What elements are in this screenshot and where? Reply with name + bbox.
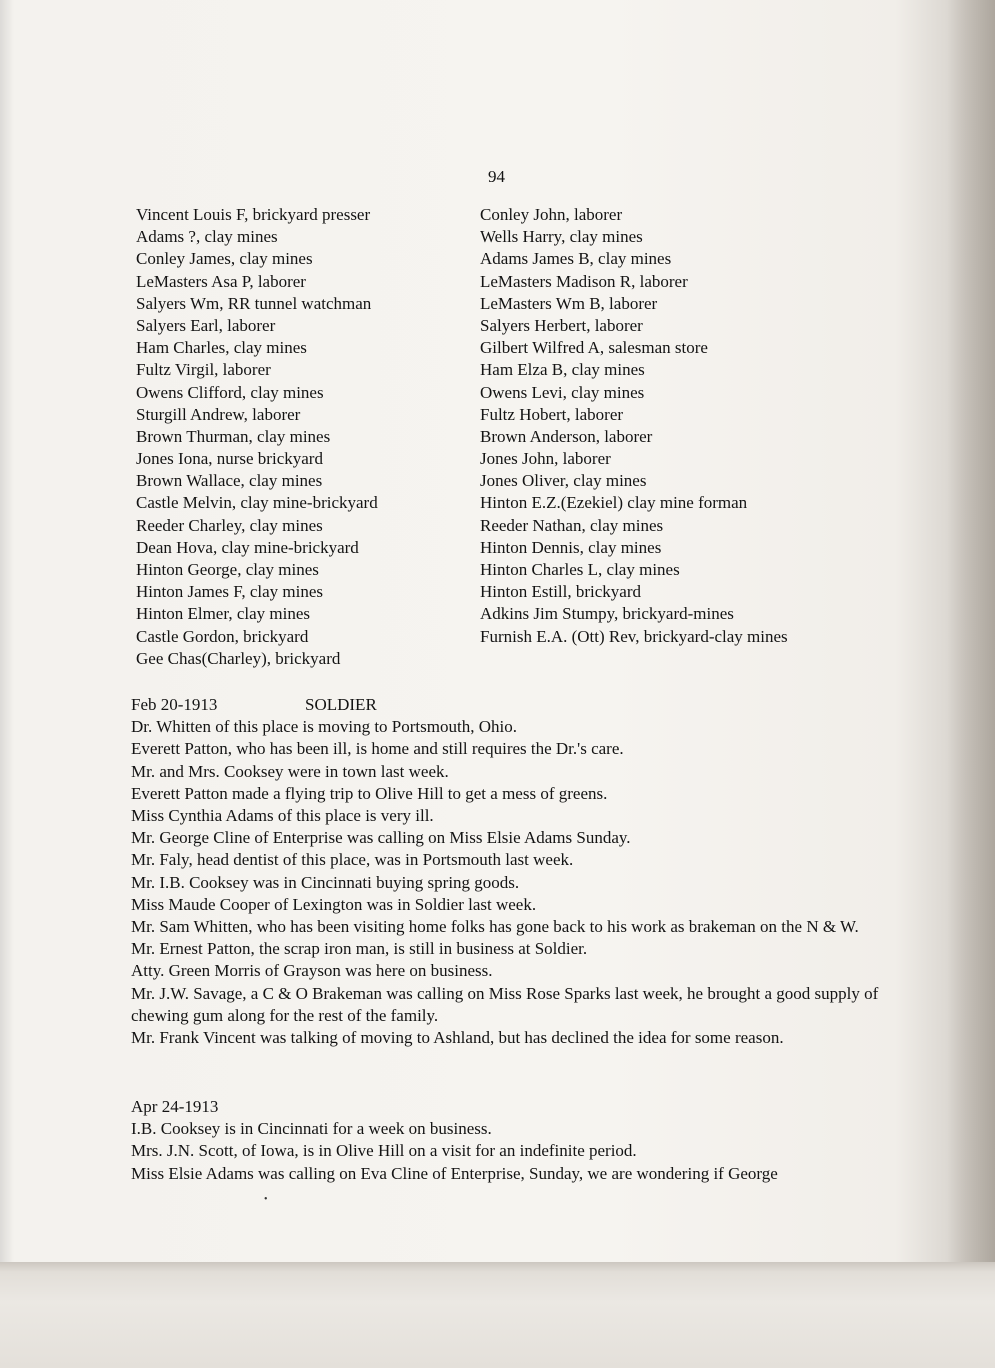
roster-entry: Conley James, clay mines bbox=[136, 249, 313, 269]
roster-entry: Conley John, laborer bbox=[480, 205, 623, 224]
roster-entry: Wells Harry, clay mines bbox=[480, 227, 643, 247]
news-line: Miss Elsie Adams was calling on Eva Cline of Enterprise, Sunday, we are wondering if George bbox=[131, 1163, 778, 1183]
roster-entry: Brown Thurman, clay mines bbox=[136, 426, 331, 446]
roster-entry: Hinton Charles L, clay mines bbox=[480, 560, 680, 579]
roster-entry: Owens Levi, clay mines bbox=[480, 382, 645, 402]
roster-entry: Sturgill Andrew, laborer bbox=[136, 404, 301, 424]
news-entry-apr-1913 bbox=[131, 1096, 891, 1185]
roster-entry: Adkins Jim Stumpy, brickyard-mines bbox=[480, 604, 734, 624]
news-line: Miss Maude Cooper of Lexington was in Soldier last week. bbox=[131, 894, 537, 914]
roster-entry: Reeder Nathan, clay mines bbox=[480, 515, 664, 535]
roster-entry: Salyers Herbert, laborer bbox=[480, 315, 643, 335]
news-line: Mr. and Mrs. Cooksey were in town last week. bbox=[131, 761, 449, 781]
roster-entry: Adams James B, clay mines bbox=[480, 249, 672, 269]
page-edge-shadow bbox=[947, 0, 995, 1262]
roster-entry: LeMasters Asa P, laborer bbox=[136, 271, 306, 291]
news-entry-feb-1913 bbox=[131, 694, 891, 1049]
roster-entry: LeMasters Wm B, laborer bbox=[480, 293, 658, 313]
roster-entry: Fultz Virgil, laborer bbox=[136, 360, 271, 380]
roster-entry: Salyers Wm, RR tunnel watchman bbox=[136, 293, 372, 313]
news-line: Mrs. J.N. Scott, of Iowa, is in Olive Hill on a visit for an indefinite period. bbox=[131, 1141, 637, 1161]
entry-header bbox=[131, 694, 891, 716]
roster-entry: Gee Chas(Charley), brickyard bbox=[136, 648, 341, 668]
roster-entry: Hinton James F, clay mines bbox=[136, 582, 324, 602]
roster-entry: Furnish E.A. (Ott) Rev, brickyard-clay mines bbox=[480, 626, 788, 646]
entry-body bbox=[131, 1118, 891, 1185]
roster-entry: Hinton Estill, brickyard bbox=[480, 582, 642, 602]
news-line: Mr. Faly, head dentist of this place, was in Portsmouth last week. bbox=[131, 850, 574, 870]
news-line: Mr. J.W. Savage, a C & O Brakeman was calling on Miss Rose Sparks last week, he brought a good supply of chewing gum along for the rest of the family. bbox=[131, 983, 879, 1025]
entry-date: Apr 24-1913 bbox=[131, 1097, 219, 1116]
entry-header bbox=[131, 1096, 891, 1118]
roster-entry: Castle Gordon, brickyard bbox=[136, 626, 309, 646]
roster-entry: Ham Charles, clay mines bbox=[136, 338, 307, 358]
news-line: I.B. Cooksey is in Cincinnati for a week on business. bbox=[131, 1119, 492, 1139]
roster-entry: Hinton E.Z.(Ezekiel) clay mine forman bbox=[480, 493, 748, 513]
roster-right-column bbox=[480, 204, 788, 648]
roster-entry: Hinton George, clay mines bbox=[136, 560, 319, 579]
news-line: Atty. Green Morris of Grayson was here on business. bbox=[131, 961, 493, 981]
page-bottom-margin bbox=[0, 1262, 995, 1368]
roster-entry: Adams ?, clay mines bbox=[136, 227, 278, 247]
news-line: Everett Patton, who has been ill, is home and still requires the Dr.'s care. bbox=[131, 739, 624, 759]
news-line: Mr. Frank Vincent was talking of moving to Ashland, but has declined the idea for some reason. bbox=[131, 1028, 784, 1048]
roster-entry: Owens Clifford, clay mines bbox=[136, 382, 324, 402]
entry-body bbox=[131, 716, 891, 1049]
roster-entry: Castle Melvin, clay mine-brickyard bbox=[136, 493, 378, 513]
roster-entry: Vincent Louis F, brickyard presser bbox=[136, 205, 371, 224]
roster-entry: Hinton Elmer, clay mines bbox=[136, 604, 311, 624]
news-line: Mr. George Cline of Enterprise was calling on Miss Elsie Adams Sunday. bbox=[131, 828, 631, 848]
news-line: Mr. I.B. Cooksey was in Cincinnati buying spring goods. bbox=[131, 872, 520, 892]
roster-entry: Reeder Charley, clay mines bbox=[136, 515, 323, 535]
roster-entry: Salyers Earl, laborer bbox=[136, 315, 276, 335]
roster-entry: Brown Wallace, clay mines bbox=[136, 471, 323, 491]
roster-entry: Jones John, laborer bbox=[480, 449, 611, 469]
news-line: Mr. Ernest Patton, the scrap iron man, is still in business at Soldier. bbox=[131, 939, 588, 959]
roster-entry: Gilbert Wilfred A, salesman store bbox=[480, 338, 708, 358]
roster-entry: Brown Anderson, laborer bbox=[480, 426, 653, 446]
page-number: 94 bbox=[488, 167, 505, 186]
entry-date: Feb 20-1913 bbox=[131, 695, 218, 714]
news-line: Everett Patton made a flying trip to Olive Hill to get a mess of greens. bbox=[131, 783, 608, 803]
roster-entry: Jones Oliver, clay mines bbox=[480, 471, 647, 491]
roster-entry: Hinton Dennis, clay mines bbox=[480, 537, 662, 557]
news-line: Mr. Sam Whitten, who has been visiting home folks has gone back to his work as brakeman on the N & W. bbox=[131, 917, 859, 937]
roster-entry: LeMasters Madison R, laborer bbox=[480, 271, 688, 291]
roster-entry: Ham Elza B, clay mines bbox=[480, 360, 645, 380]
speck-mark: • bbox=[264, 1194, 268, 1205]
roster-left-column bbox=[136, 204, 378, 670]
news-line: Miss Cynthia Adams of this place is very ill. bbox=[131, 806, 434, 825]
roster-entry: Jones Iona, nurse brickyard bbox=[136, 449, 323, 469]
roster-entry: Dean Hova, clay mine-brickyard bbox=[136, 537, 359, 557]
roster-entry: Fultz Hobert, laborer bbox=[480, 404, 624, 424]
news-line: Dr. Whitten of this place is moving to Portsmouth, Ohio. bbox=[131, 717, 517, 737]
entry-title: SOLDIER bbox=[305, 695, 377, 714]
